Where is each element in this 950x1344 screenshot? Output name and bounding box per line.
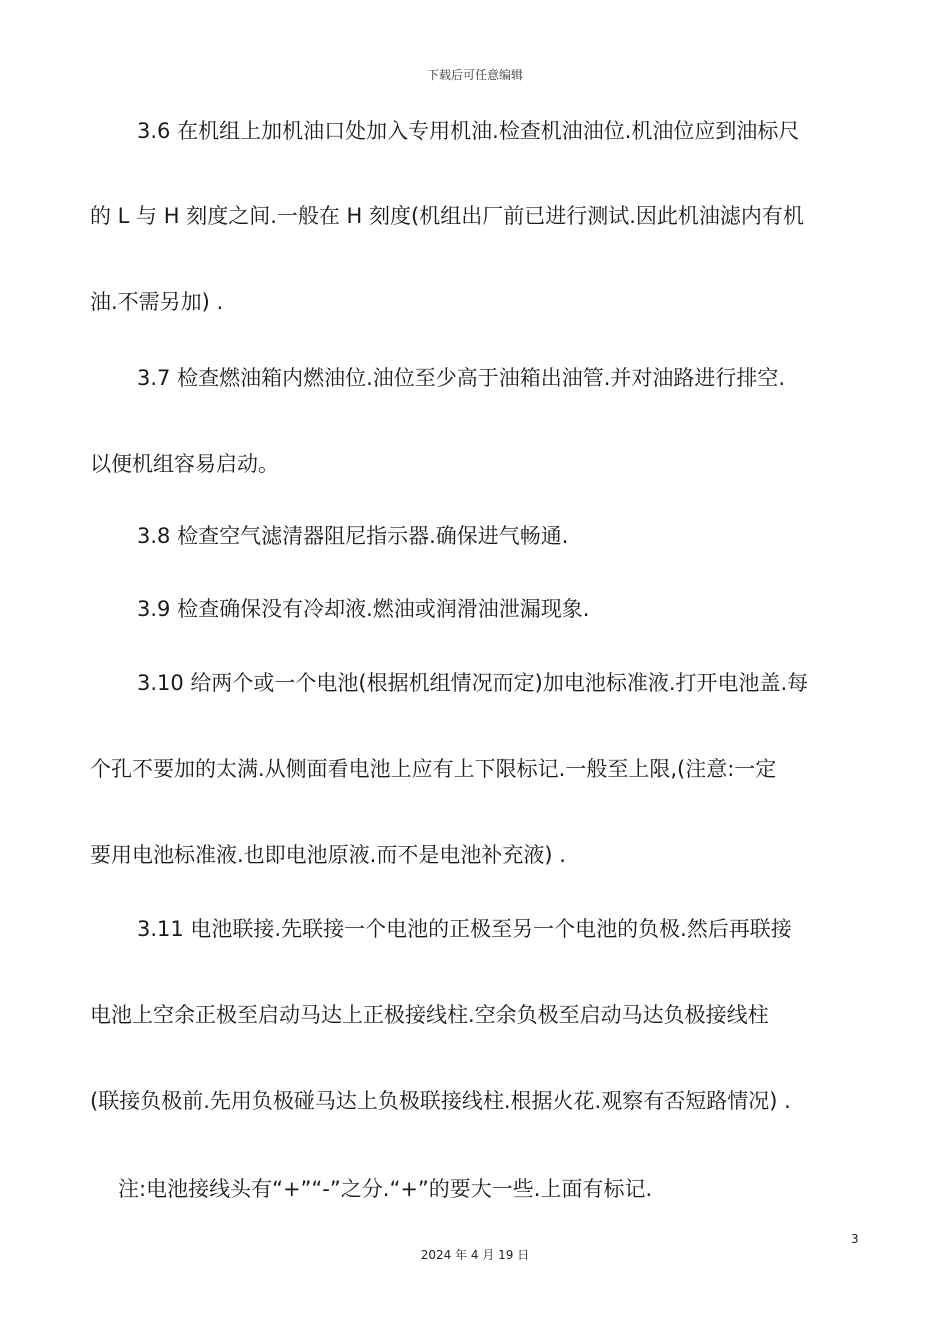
- page-number: 3: [851, 1232, 859, 1246]
- page-footer-date: 2024 年 4 月 19 日: [420, 1248, 530, 1262]
- paragraph-line: 个孔不要加的太满.从侧面看电池上应有上下限标记.一般至上限,(注意:一定: [90, 757, 777, 781]
- paragraph-line: 3.6 在机组上加机油口处加入专用机油.检查机油油位.机油位应到油标尺: [137, 119, 800, 143]
- paragraph-line: 3.11 电池联接.先联接一个电池的正极至另一个电池的负极.然后再联接: [137, 917, 792, 941]
- paragraph-line: 要用电池标准液.也即电池原液.而不是电池补充液) .: [90, 843, 566, 867]
- paragraph-line: 油.不需另加) .: [90, 290, 224, 314]
- paragraph-line: (联接负极前.先用负极碰马达上负极联接线柱.根据火花.观察有否短路情况) .: [90, 1089, 791, 1113]
- paragraph-line: 的 L 与 H 刻度之间.一般在 H 刻度(机组出厂前已进行测试.因此机油滤内有机: [90, 204, 804, 228]
- paragraph-line: 电池上空余正极至启动马达上正极接线柱.空余负极至启动马达负极接线柱: [90, 1003, 769, 1027]
- paragraph-line: 3.10 给两个或一个电池(根据机组情况而定)加电池标准液.打开电池盖.每: [137, 671, 809, 695]
- paragraph-line: 3.8 检查空气滤清器阻尼指示器.确保进气畅通.: [137, 524, 569, 548]
- paragraph-line: 3.9 检查确保没有冷却液.燃油或润滑油泄漏现象.: [137, 597, 590, 621]
- paragraph-line: 3.7 检查燃油箱内燃油位.油位至少高于油箱出油管.并对油路进行排空.: [137, 366, 786, 390]
- note-line: 注:电池接线头有“+”“-”之分.“+”的要大一些.上面有标记.: [118, 1177, 653, 1201]
- page-header: 下载后可任意编辑: [426, 68, 523, 82]
- paragraph-line: 以便机组容易启动。: [90, 452, 279, 476]
